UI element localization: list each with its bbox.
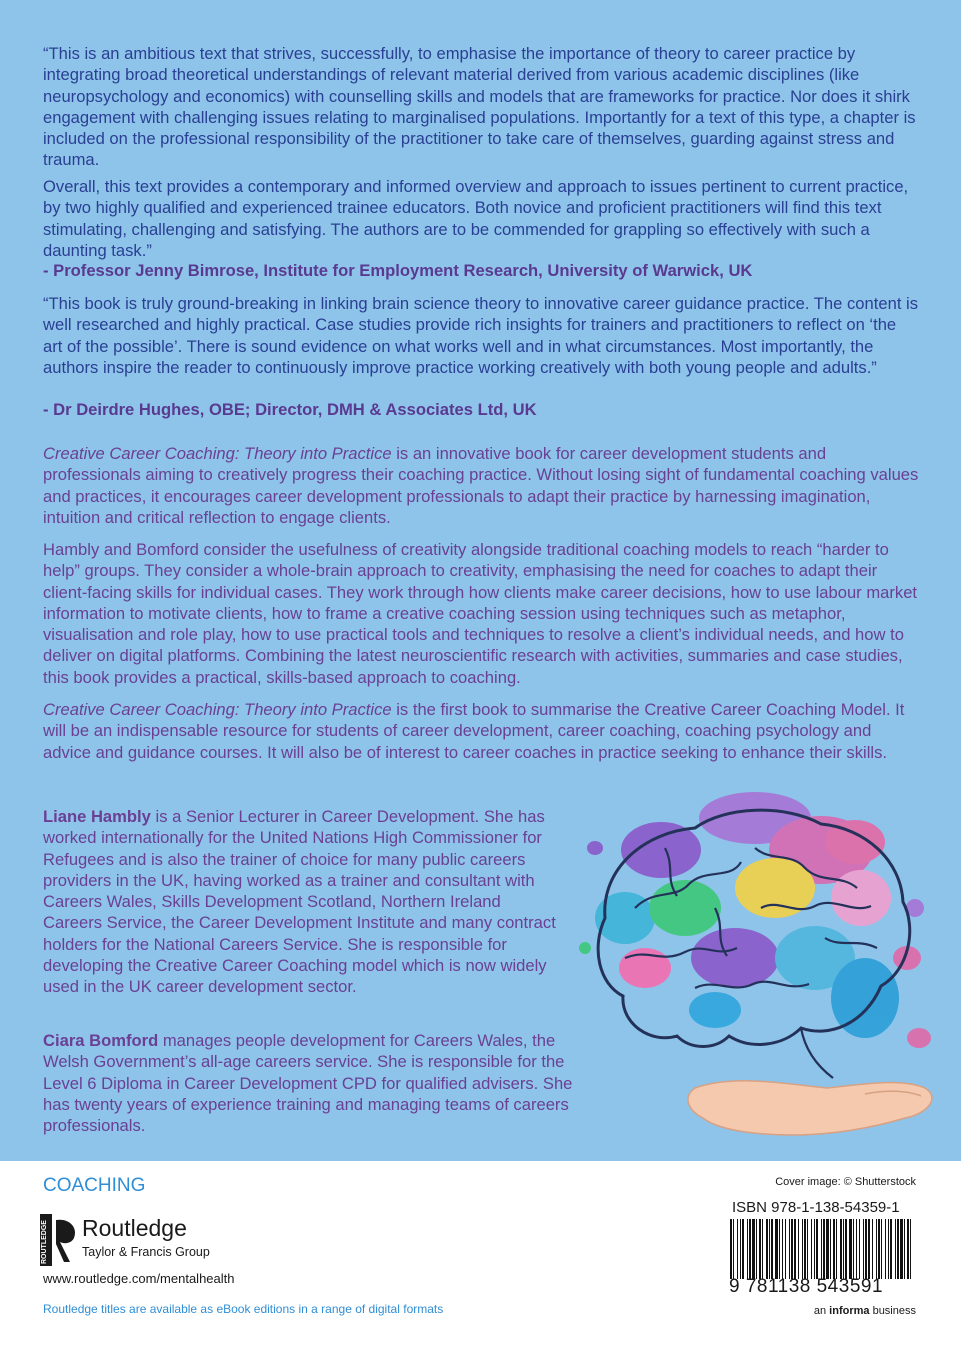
book-title: Creative Career Coaching: Theory into Practice [43, 700, 392, 719]
barcode-number: 9 781138 543591 [729, 1276, 884, 1297]
brain-hand-illustration [565, 788, 961, 1161]
author-bio-bomford [43, 1030, 603, 1136]
isbn: ISBN 978-1-138-54359-1 [732, 1199, 900, 1216]
author-bio-text: is a Senior Lecturer in Career Development. She has worked internationally for the United Nations High Commissioner for Refugees and is also the trainer of choice for many public careers providers in the UK, having worked as a trainer and consultant with Careers Wales, Skills Development Scotland, Northern Ireland Careers Service, the Career Development Institute and many contract holders for the National Careers Service. She is responsible for developing the Creative Career Coaching model which is now widely used in the UK career development sector. [43, 807, 556, 997]
paint-splatters [579, 792, 931, 1048]
hand [688, 1081, 932, 1135]
description-paragraph-1-text: is an innovative book for career development students and professionals aiming to creatively progress their coaching practice. Without losing sight of fundamental coaching values and practices, it encourages career development professionals to adapt their practice by harnessing imagination, intuition and critical reflection to engage clients. [43, 444, 919, 527]
barcode [728, 1219, 918, 1279]
book-title: Creative Career Coaching: Theory into Practice [43, 444, 392, 463]
author-bio-text: manages people development for Careers Wales, the Welsh Government’s all-age careers service. She is responsible for the Level 6 Diploma in Career Development CPD for qualified advisers. She has twenty years of experience training and managing teams of careers professionals. [43, 1031, 573, 1136]
description-paragraph-2: Hambly and Bomford consider the usefulness of creativity alongside traditional coaching models to reach “harder to help” groups. They consider a whole-brain approach to creativity, emphasising the need for coaches to adapt their client-facing skills for individual cases. They work through how clients make career decisions, how to use labour market information to motivate clients, how to frame a creative coaching session using techniques such as metaphor, visualisation and role play, how to use practical tools and techniques to resolve a client’s individual needs, and how to deliver on digital platforms. Combining the latest neuroscientific research with activities, summaries and case studies, this book provides a practical, skills-based approach to coaching. [43, 540, 918, 687]
author-name: Ciara Bomford [43, 1031, 159, 1050]
review-2-attribution: - Dr Deirdre Hughes, OBE; Director, DMH & Associates Ltd, UK [43, 400, 537, 419]
author-name: Liane Hambly [43, 807, 151, 826]
publisher-url[interactable]: www.routledge.com/mentalhealth [43, 1271, 235, 1286]
description-paragraph-1 [43, 443, 919, 528]
informa-tagline: an informa business [813, 1305, 916, 1317]
review-1-paragraph-1: “This is an ambitious text that strives, successfully, to emphasise the importance of theory to career practice by integrating broad theoretical understandings of relevant material derived from various academic disciplines (like neuropsychology and economics) with counselling skills and models that are frameworks for practice. Nor does it shirk engagement with challenging issues relating to marginalised populations. Importantly for a text of this type, a chapter is included on the professional responsibility of the practitioner to take care of themselves, guarding against stress and trauma. [43, 44, 916, 170]
review-1-paragraph-2: Overall, this text provides a contemporary and informed overview and approach to issues pertinent to current practice, by two highly qualified and experienced trainee educators. Both novice and proficient practitioners will find this text stimulating, challenging and satisfying. The authors are to be commended for grappling so effectively with such a daunting task.” [43, 177, 909, 260]
routledge-logo-icon [40, 1214, 80, 1266]
ebook-note: Routledge titles are available as eBook editions in a range of digital formats [43, 1302, 444, 1316]
review-1-attribution: - Professor Jenny Bimrose, Institute for Employment Research, University of Warwick, UK [43, 261, 753, 280]
description-paragraph-3 [43, 699, 919, 763]
subject-category: COACHING [43, 1175, 146, 1196]
svg-text:ROUTLEDGE: ROUTLEDGE [41, 1220, 48, 1264]
publisher-group: Taylor & Francis Group [82, 1245, 210, 1259]
author-bio-hambly [43, 806, 558, 998]
description-paragraph-3-text: is the first book to summarise the Creative Career Coaching Model. It will be an indispensable resource for students of career development, career coaching, coaching psychology and advice and guidance courses. It will also be of interest to career coaches in practice seeking to enhance their skills. [43, 700, 905, 762]
publisher-name: Routledge [82, 1215, 187, 1241]
cover-credit: Cover image: © Shutterstock [775, 1176, 916, 1188]
review-2-paragraph: “This book is truly ground-breaking in linking brain science theory to innovative career guidance practice. The content is well researched and highly practical. Case studies provide rich insights for trainers and practitioners to reflect on ‘the art of the possible’. There is sound evidence on what works well and in what circumstances. Most importantly, the authors inspire the reader to continuously improve practice working creatively with both young people and adults.” [43, 294, 919, 377]
